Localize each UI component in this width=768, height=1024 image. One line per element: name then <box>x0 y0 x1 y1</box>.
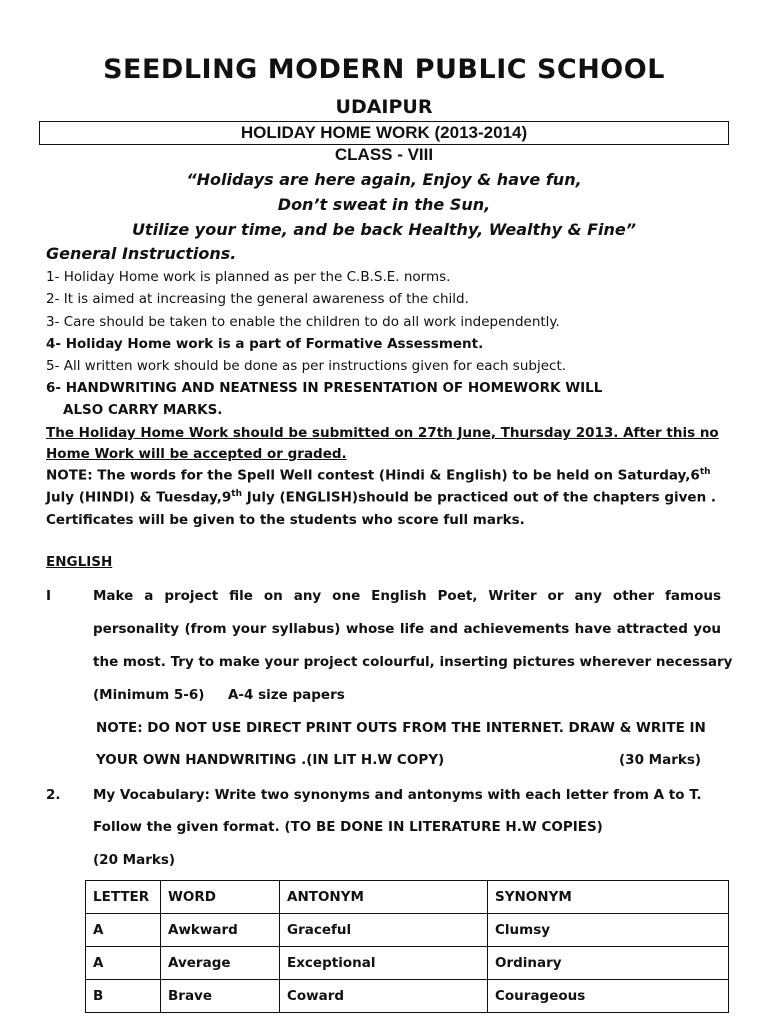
table-cell: Awkward <box>161 914 280 947</box>
quote-line-2: Don’t sweat in the Sun, <box>277 195 491 214</box>
instruction-item: 1- Holiday Home work is planned as per the C.B.S.E. norms. <box>46 269 451 285</box>
task-1-line: the most. Try to make your project colourful, inserting pictures wherever necessary <box>93 654 733 670</box>
class-label: CLASS - VIII <box>334 145 434 164</box>
task-1-line: personality (from your syllabus) whose life and achievements have attracted you <box>93 621 721 637</box>
instruction-item: 3- Care should be taken to enable the children to do all work independently. <box>46 314 560 330</box>
task-1-line: (Minimum 5-6) A-4 size papers <box>93 687 345 703</box>
table-cell: Coward <box>280 980 488 1013</box>
task-1-number: I <box>46 588 52 604</box>
table-header: SYNONYM <box>488 881 729 914</box>
school-name: SEEDLING MODERN PUBLIC SCHOOL <box>103 54 665 85</box>
note-text: NOTE: The words for the Spell Well contest (Hindi & English) to be held on Saturday,6 <box>46 467 700 484</box>
instruction-item: 5- All written work should be done as per instructions given for each subject. <box>46 358 567 374</box>
task-1-marks: (30 Marks) <box>619 752 702 768</box>
table-cell: Brave <box>161 980 280 1013</box>
note-text: July (HINDI) & Tuesday,9 <box>46 489 232 506</box>
note-sup: th <box>699 467 711 477</box>
task-2-line: My Vocabulary: Write two synonyms and antonyms with each letter from A to T. <box>93 787 702 803</box>
submission-line-2: Home Work will be accepted or graded. <box>46 446 347 462</box>
table-row <box>86 947 729 980</box>
instruction-item-continued: ALSO CARRY MARKS. <box>63 402 223 418</box>
note-sup: th <box>231 489 243 499</box>
table-header: LETTER <box>86 881 161 914</box>
vocabulary-table <box>85 880 729 1013</box>
task-2-number: 2. <box>46 787 61 803</box>
table-cell: Exceptional <box>280 947 488 980</box>
table-cell: Average <box>161 947 280 980</box>
quote-line-3: Utilize your time, and be back Healthy, Wealthy & Fine” <box>131 220 637 239</box>
table-header-row <box>86 881 729 914</box>
table-header: ANTONYM <box>280 881 488 914</box>
table-cell: Graceful <box>280 914 488 947</box>
instruction-item: 2- It is aimed at increasing the general awareness of the child. <box>46 291 469 307</box>
note-text: July (ENGLISH)should be practiced out of the chapters given . <box>242 489 717 506</box>
table-header: WORD <box>161 881 280 914</box>
task-2-marks: (20 Marks) <box>93 852 176 868</box>
spell-well-note-line-2 <box>46 489 716 506</box>
instruction-item: 4- Holiday Home work is a part of Formative Assessment. <box>46 336 484 352</box>
task-2-line: Follow the given format. (TO BE DONE IN LITERATURE H.W COPIES) <box>93 819 603 835</box>
english-heading: ENGLISH <box>46 554 113 570</box>
quote-line-1: “Holidays are here again, Enjoy & have fun, <box>186 170 582 189</box>
table-cell: B <box>86 980 161 1013</box>
task-1-note: YOUR OWN HANDWRITING .(IN LIT H.W COPY) <box>96 752 445 768</box>
table-row <box>86 980 729 1013</box>
general-instructions-heading: General Instructions. <box>46 244 237 263</box>
task-1-note: NOTE: DO NOT USE DIRECT PRINT OUTS FROM THE INTERNET. DRAW & WRITE IN <box>96 720 706 736</box>
school-city: UDAIPUR <box>335 96 433 118</box>
submission-line-1: The Holiday Home Work should be submitted on 27th June, Thursday 2013. After this no <box>46 425 719 441</box>
spell-well-note-line-1 <box>46 467 711 484</box>
instruction-item: 6- HANDWRITING AND NEATNESS IN PRESENTATION OF HOMEWORK WILL <box>46 380 603 396</box>
table-row <box>86 914 729 947</box>
table-cell: Courageous <box>488 980 729 1013</box>
table-cell: A <box>86 914 161 947</box>
table-cell: Clumsy <box>488 914 729 947</box>
spell-well-note-line-3: Certificates will be given to the students who score full marks. <box>46 512 525 528</box>
table-cell: A <box>86 947 161 980</box>
homework-title-box: HOLIDAY HOME WORK (2013-2014) <box>39 121 729 145</box>
table-cell: Ordinary <box>488 947 729 980</box>
task-1-line: Make a project file on any one English Poet, Writer or any other famous <box>93 588 721 604</box>
